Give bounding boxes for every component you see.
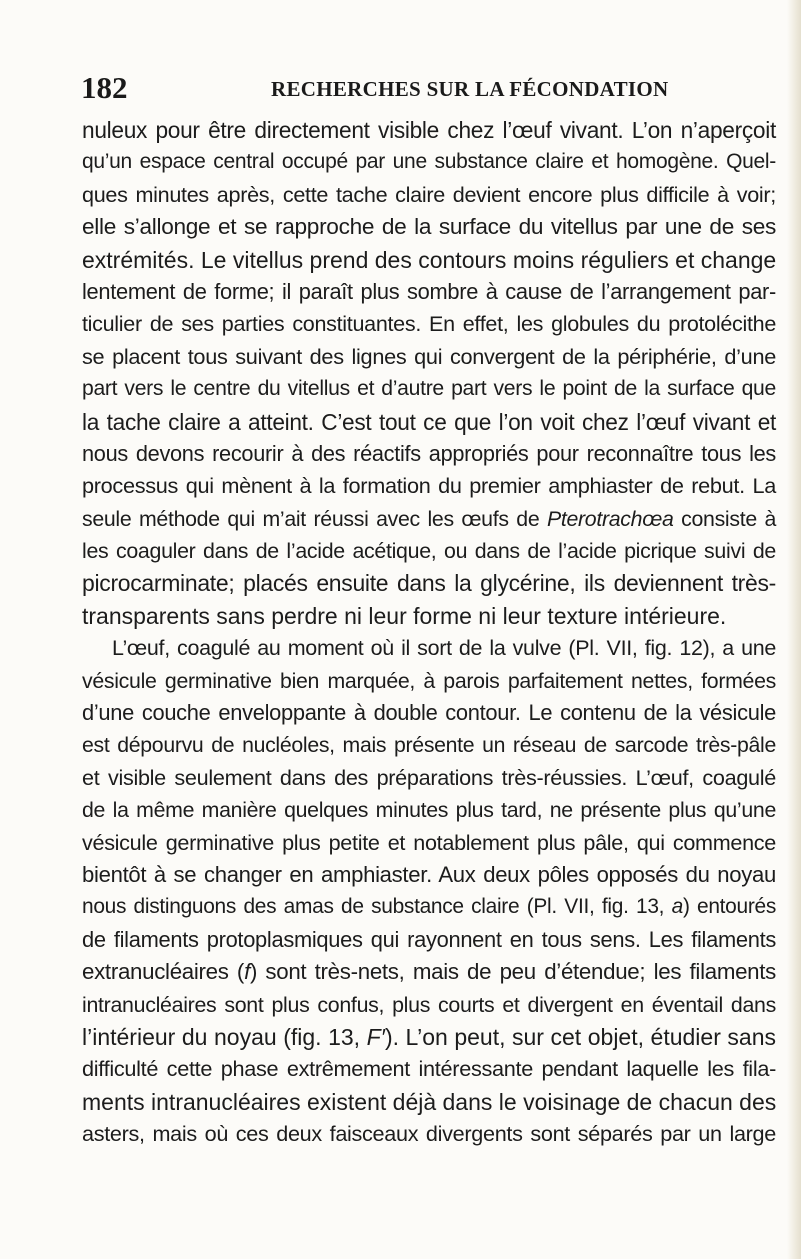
text-line: se placent tous suivant des lignes qui convergent de la périphérie, d’une — [82, 343, 776, 369]
text-line: et visible seulement dans des préparations très-réussies. L’œuf, coagulé — [82, 764, 776, 790]
text-line: qu’un espace central occupé par une substance claire et homogène. Quel- — [82, 150, 776, 174]
text-line: processus qui mènent à la formation du premier amphiaster de rebut. La — [82, 473, 776, 499]
text-line: picrocarminate; placés ensuite dans la glycérine, ils deviennent très- — [82, 570, 776, 597]
text-line: vésicule germinative bien marquée, à parois parfaitement nettes, formées — [82, 668, 776, 693]
text-line: nuleux pour être directement visible chez l’œuf vivant. L’on n’aperçoit — [82, 117, 776, 143]
text-line: extrémités. Le vitellus prend des contours moins réguliers et change — [82, 246, 777, 273]
text-line: lentement de forme; il paraît plus sombre à cause de l’arrangement par- — [82, 278, 776, 304]
text-line: part vers le centre du vitellus et d’autre part vers le point de la surface que — [82, 377, 776, 401]
page-header — [81, 70, 721, 110]
text-line: d’une couche enveloppante à double contour. Le contenu de la vésicule — [82, 700, 776, 726]
text-line: nous distinguons des amas de substance claire (Pl. VII, fig. 13, a) entourés — [82, 895, 776, 919]
text-line: seule méthode qui m’ait réussi avec les œufs de Pterotrachœa consiste à — [82, 506, 776, 531]
page-edge-shadow — [787, 0, 801, 1259]
text-line: nous devons recourir à des réactifs appropriés pour reconnaître tous les — [82, 440, 776, 466]
text-line: ticulier de ses parties constituantes. En effet, les globules du protolécithe — [82, 312, 776, 337]
text-line: de la même manière quelques minutes plus tard, ne présente plus qu’une — [82, 798, 776, 823]
text-line: l’intérieur du noyau (fig. 13, F′). L’on peut, sur cet objet, étudier sans — [82, 1023, 776, 1050]
page-number: 182 — [81, 70, 128, 105]
text-line: asters, mais où ces deux faisceaux divergents sont séparés par un large — [82, 1121, 776, 1147]
text-line: la tache claire a atteint. C’est tout ce que l’on voit chez l’œuf vivant et — [82, 408, 776, 435]
running-title: RECHERCHES SUR LA FÉCONDATION — [271, 77, 669, 101]
text-line: de filaments protoplasmiques qui rayonnent en tous sens. Les filaments — [82, 926, 776, 952]
text-line: les coaguler dans de l’acide acétique, ou dans de l’acide picrique suivi de — [82, 539, 776, 564]
text-line: vésicule germinative plus petite et notablement plus pâle, qui commence — [82, 829, 776, 855]
text-line: bientôt à se changer en amphiaster. Aux deux pôles opposés du noyau — [82, 861, 776, 887]
text-line: difficulté cette phase extrêmement intéressante pendant laquelle les fila- — [82, 1056, 776, 1082]
text-line: intranucléaires sont plus confus, plus courts et divergent en éventail dans — [82, 992, 776, 1017]
text-line: transparents sans perdre ni leur forme ni leur texture intérieure. — [82, 602, 727, 629]
body-text — [82, 114, 776, 1151]
text-line: ments intranucléaires existent déjà dans le voisinage de chacun des — [82, 1088, 777, 1115]
text-line: est dépourvu de nucléoles, mais présente un réseau de sarcode très-pâle — [82, 733, 776, 758]
text-line: elle s’allonge et se rapproche de la surface du vitellus par une de ses — [82, 214, 776, 240]
text-line: ques minutes après, cette tache claire devient encore plus difficile à voir; — [82, 181, 776, 207]
text-line: extranucléaires (f) sont très-nets, mais de peu d’étendue; les filaments — [82, 959, 776, 985]
text-line: L’œuf, coagulé au moment où il sort de la vulve (Pl. VII, fig. 12), a une — [112, 636, 776, 661]
